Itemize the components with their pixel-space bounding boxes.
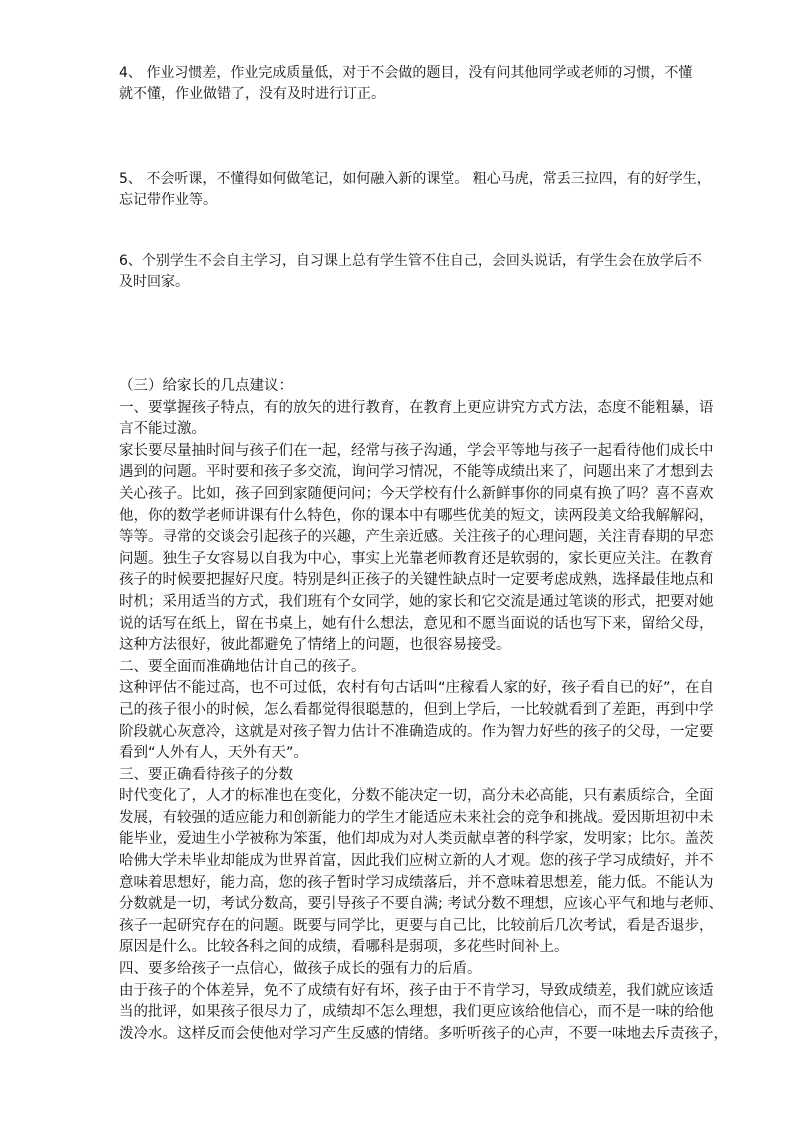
text-line: 时代变化了，人才的标准也在变化，分数不能决定一切，高分未必高能，只有素质综合，全面 bbox=[119, 788, 714, 805]
text-line: 孩子一起研究存在的问题。既要与同学比，更要与自己比，比较前后几次考试，看是否退步， bbox=[119, 917, 714, 934]
problem-item-4 bbox=[119, 63, 709, 105]
text-line: 意味着思想好，能力高，您的孩子暂时学习成绩落后，并不意味着思想差，能力低。不能认为 bbox=[119, 874, 714, 891]
text-line: 这种方法很好，彼此都避免了情绪上的问题，也很容易接受。 bbox=[119, 637, 511, 654]
text-line: 关心孩子。比如，孩子回到家随便问问；今天学校有什么新鲜事你的同桌有换了吗？喜不喜欢 bbox=[119, 485, 714, 502]
text-line: 等等。寻常的交谈会引起孩子的兴趣，产生亲近感。关注孩子的心理问题，关注青春期的早恋 bbox=[119, 529, 714, 546]
text-line: 说的话写在纸上，留在书桌上，她有什么想法，意见和不愿当面说的话也写下来，留给父母， bbox=[119, 615, 714, 632]
text-line: 孩子的时候要把握好尺度。特别是纠正孩子的关键性缺点时一定要考虑成熟，选择最佳地点和 bbox=[119, 572, 714, 589]
text-line: 问题。独生子女容易以自我为中心，事实上光靠老师教育还是软弱的，家长更应关注。在教育 bbox=[119, 550, 714, 567]
text-line: 发展，有较强的适应能力和创新能力的学生才能适应未来社会的竞争和挑战。爱因斯坦初中未 bbox=[119, 809, 714, 826]
subheading-4: 四、要多给孩子一点信心，做孩子成长的强有力的后盾。 bbox=[119, 961, 482, 978]
text-line: 言不能过激。 bbox=[119, 421, 206, 438]
text-line: 他，你的数学老师讲课有什么特色，你的课本中有哪些优美的短文，读两段美文给我解解闷， bbox=[119, 507, 714, 524]
parent-suggestions-section bbox=[119, 376, 728, 1045]
problem-item-6 bbox=[119, 251, 709, 293]
text-line: 及时回家。 bbox=[119, 274, 189, 290]
text-line: 4、 作业习惯差，作业完成质量低，对于不会做的题目，没有问其他同学或老师的习惯，不懂 bbox=[119, 65, 693, 81]
text-line: 己的孩子很小的时候，怎么看都觉得很聪慧的，但到上学后，一比较就看到了差距，再到中学 bbox=[119, 701, 714, 718]
text-line: 泼冷水。这样反而会使他对学习产生反感的情绪。多听听孩子的心声，不要一味地去斥责孩子， bbox=[119, 1025, 728, 1042]
section-heading: （三）给家长的几点建议： bbox=[119, 378, 293, 394]
text-line: 由于孩子的个体差异，免不了成绩有好有坏，孩子由于不肯学习，导致成绩差，我们就应该适 bbox=[119, 982, 714, 999]
text-line: 忘记带作业等。 bbox=[119, 192, 217, 208]
text-line: 阶段就心灰意冷，这就是对孩子智力估计不准确造成的。作为智力好些的孩子的父母，一定要 bbox=[119, 723, 714, 740]
text-line: 6、个别学生不会自主学习，自习课上总有学生管不住自己，会回头说话，有学生会在放学后不 bbox=[119, 253, 702, 269]
text-line: 哈佛大学未毕业却能成为世界首富，因此我们应树立新的人才观。您的孩子学习成绩好，并不 bbox=[119, 853, 714, 870]
subheading-1: 一、要掌握孩子特点，有的放矢的进行教育，在教育上更应讲究方式方法，态度不能粗暴，语 bbox=[119, 399, 714, 416]
subheading-3: 三、要正确看待孩子的分数 bbox=[119, 766, 293, 783]
text-line: 这种评估不能过高，也不可过低，农村有句古话叫“庄稼看人家的好，孩子看自已的好”，在自 bbox=[119, 680, 715, 697]
subheading-2: 二、要全面而准确地估计自己的孩子。 bbox=[119, 658, 366, 675]
text-line: 当的批评，如果孩子很尽力了，成绩却不怎么理想，我们更应该给他信心，而不是一味的给他 bbox=[119, 1004, 714, 1021]
text-line: 时机；采用适当的方式，我们班有个女同学，她的家长和它交流是通过笔谈的形式，把要对她 bbox=[119, 593, 714, 610]
text-line: 就不懂，作业做错了，没有及时进行订正。 bbox=[119, 86, 385, 102]
problem-item-5 bbox=[119, 169, 709, 211]
text-line: 5、 不会听课，不懂得如何做笔记，如何融入新的课堂。 粗心马虎，常丢三拉四，有的好学生， bbox=[119, 171, 711, 187]
text-line: 看到“人外有人，天外有天”。 bbox=[119, 745, 309, 762]
text-line: 原因是什么。比较各科之间的成绩，看哪科是弱项，多花些时间补上。 bbox=[119, 939, 569, 956]
text-line: 分数就是一切，考试分数高，要引导孩子不要自满; 考试分数不理想，应该心平气和地与老师、 bbox=[119, 896, 723, 913]
text-line: 家长要尽量抽时间与孩子们在一起，经常与孩子沟通，学会平等地与孩子一起看待他们成长中 bbox=[119, 442, 714, 459]
text-line: 遇到的问题。平时要和孩子多交流，询问学习情况，不能等成绩出来了，问题出来了才想到去 bbox=[119, 464, 714, 481]
text-line: 能毕业，爱迪生小学被称为笨蛋，他们却成为对人类贡献卓著的科学家，发明家；比尔。盖茨 bbox=[119, 831, 714, 848]
